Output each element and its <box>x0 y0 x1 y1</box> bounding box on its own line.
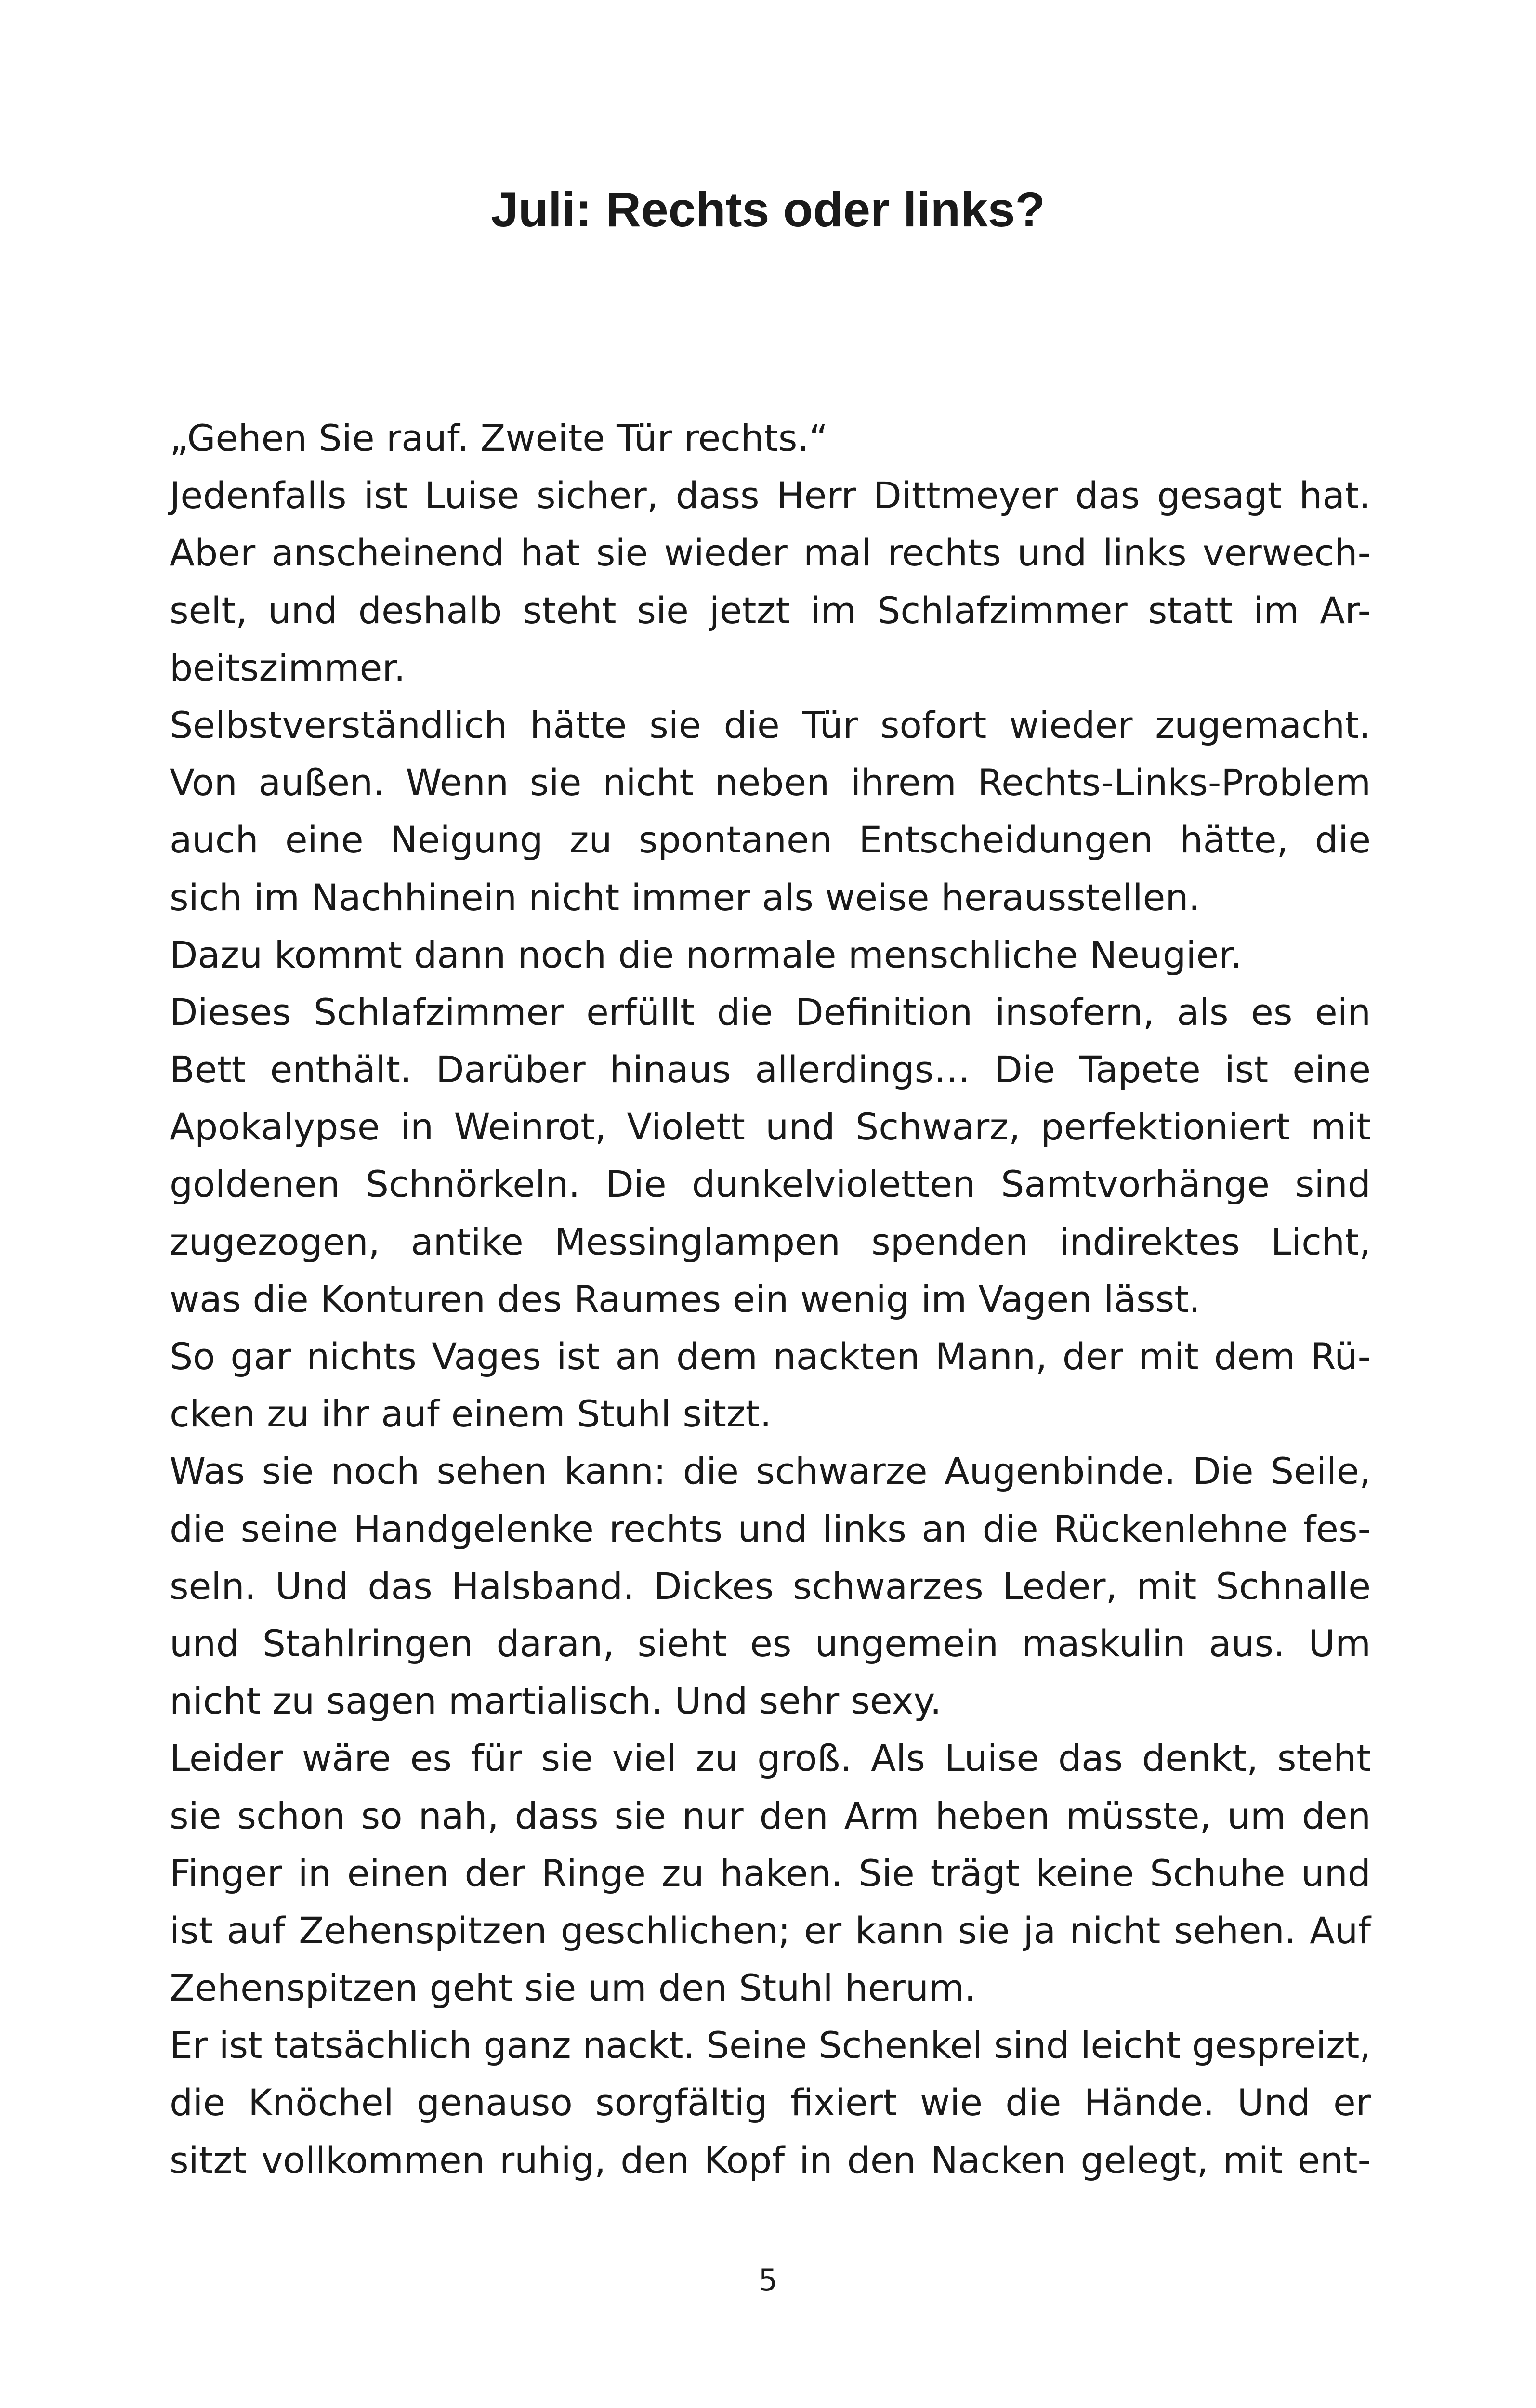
text-line: Finger in einen der Ringe zu haken. Sie trägt keine Schuhe und <box>170 1851 1371 1895</box>
text-line: die Knöchel genauso sorgfältig fixiert wie die Hände. Und er <box>170 2081 1371 2124</box>
text-line: seln. Und das Halsband. Dickes schwarzes Leder, mit Schnalle <box>170 1564 1371 1608</box>
text-line: Dieses Schlafzimmer erfüllt die Definition insofern, als es ein <box>170 990 1371 1034</box>
text-line: zugezogen, antike Messinglampen spenden indirektes Licht, <box>170 1220 1371 1263</box>
text-line: Bett enthält. Darüber hinaus allerdings… Die Tapete ist eine <box>170 1048 1371 1091</box>
text-line: selt, und deshalb steht sie jetzt im Schlafzimmer statt im Ar- <box>170 589 1371 632</box>
text-line: sie schon so nah, dass sie nur den Arm heben müsste, um den <box>170 1794 1371 1837</box>
text-line: Dazu kommt dann noch die normale menschliche Neugier. <box>170 933 1242 976</box>
text-line: Er ist tatsächlich ganz nackt. Seine Schenkel sind leicht gespreizt, <box>170 2024 1371 2067</box>
text-line: sitzt vollkommen ruhig, den Kopf in den Nacken gelegt, mit ent- <box>170 2138 1371 2182</box>
text-line: goldenen Schnörkeln. Die dunkelvioletten Samtvorhänge sind <box>170 1163 1371 1206</box>
text-line: Apokalypse in Weinrot, Violett und Schwarz, perfektioniert mit <box>170 1105 1371 1149</box>
text-line: was die Konturen des Raumes ein wenig im Vagen lässt. <box>170 1277 1201 1321</box>
text-line: cken zu ihr auf einem Stuhl sitzt. <box>170 1392 772 1436</box>
text-line: nicht zu sagen martialisch. Und sehr sexy. <box>170 1679 942 1723</box>
text-line: Leider wäre es für sie viel zu groß. Als Luise das denkt, steht <box>170 1737 1371 1780</box>
text-line: Was sie noch sehen kann: die schwarze Augenbinde. Die Seile, <box>170 1450 1371 1493</box>
body-text <box>170 409 1371 2189</box>
text-line: sich im Nachhinein nicht immer als weise herausstellen. <box>170 876 1200 919</box>
text-line: „Gehen Sie rauf. Zweite Tür rechts.“ <box>170 417 828 459</box>
text-line: Selbstverständlich hätte sie die Tür sofort wieder zugemacht. <box>170 703 1371 746</box>
text-line: und Stahlringen daran, sieht es ungemein maskulin aus. Um <box>170 1622 1371 1665</box>
text-line: Von außen. Wenn sie nicht neben ihrem Rechts-Links-Problem <box>170 761 1371 804</box>
text-line: Zehenspitzen geht sie um den Stuhl herum. <box>170 1966 976 2010</box>
text-line: So gar nichts Vages ist an dem nackten Mann, der mit dem Rü- <box>170 1335 1371 1378</box>
text-line: beitszimmer. <box>170 646 406 689</box>
text-line: die seine Handgelenke rechts und links an die Rückenlehne fes- <box>170 1507 1371 1550</box>
text-line: ist auf Zehenspitzen geschlichen; er kann sie ja nicht sehen. Auf <box>170 1909 1371 1952</box>
text-line: auch eine Neigung zu spontanen Entscheidungen hätte, die <box>170 818 1371 862</box>
chapter-title: Juli: Rechts oder links? <box>491 182 1045 237</box>
text-line: Jedenfalls ist Luise sicher, dass Herr Dittmeyer das gesagt hat. <box>170 474 1371 517</box>
page-number: 5 <box>758 2263 778 2298</box>
text-line: Aber anscheinend hat sie wieder mal rechts und links verwech- <box>170 531 1371 575</box>
